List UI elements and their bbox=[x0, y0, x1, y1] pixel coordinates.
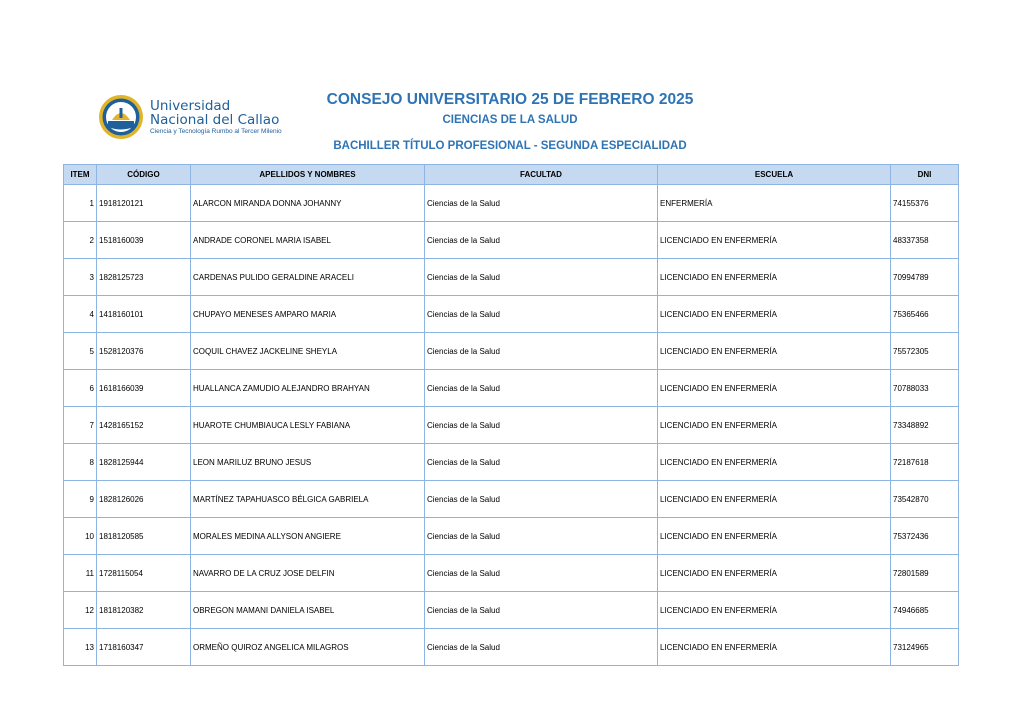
cell-school: LICENCIADO EN ENFERMERÍA bbox=[658, 370, 891, 407]
cell-names: COQUIL CHAVEZ JACKELINE SHEYLA bbox=[191, 333, 425, 370]
cell-code: 1618166039 bbox=[97, 370, 191, 407]
cell-school: LICENCIADO EN ENFERMERÍA bbox=[658, 481, 891, 518]
cell-school: LICENCIADO EN ENFERMERÍA bbox=[658, 296, 891, 333]
table-row bbox=[64, 444, 959, 481]
cell-code: 1918120121 bbox=[97, 185, 191, 222]
cell-names: CHUPAYO MENESES AMPARO MARIA bbox=[191, 296, 425, 333]
cell-school: LICENCIADO EN ENFERMERÍA bbox=[658, 555, 891, 592]
cell-school: LICENCIADO EN ENFERMERÍA bbox=[658, 333, 891, 370]
cell-names: MARTÍNEZ TAPAHUASCO BÉLGICA GABRIELA bbox=[191, 481, 425, 518]
table-row bbox=[64, 481, 959, 518]
cell-item: 9 bbox=[64, 481, 97, 518]
cell-dni: 70994789 bbox=[891, 259, 959, 296]
cell-item: 8 bbox=[64, 444, 97, 481]
cell-names: ORMEÑO QUIROZ ANGELICA MILAGROS bbox=[191, 629, 425, 666]
table-row bbox=[64, 592, 959, 629]
cell-faculty: Ciencias de la Salud bbox=[425, 592, 658, 629]
cell-item: 3 bbox=[64, 259, 97, 296]
cell-names: CARDENAS PULIDO GERALDINE ARACELI bbox=[191, 259, 425, 296]
faculty-subtitle: CIENCIAS DE LA SALUD bbox=[442, 114, 578, 126]
cell-dni: 73542870 bbox=[891, 481, 959, 518]
table-body bbox=[64, 185, 959, 666]
column-header-faculty: FACULTAD bbox=[425, 165, 658, 185]
cell-faculty: Ciencias de la Salud bbox=[425, 518, 658, 555]
cell-code: 1718160347 bbox=[97, 629, 191, 666]
cell-school: LICENCIADO EN ENFERMERÍA bbox=[658, 629, 891, 666]
table-row bbox=[64, 629, 959, 666]
cell-code: 1428165152 bbox=[97, 407, 191, 444]
cell-item: 11 bbox=[64, 555, 97, 592]
cell-code: 1418160101 bbox=[97, 296, 191, 333]
cell-school: LICENCIADO EN ENFERMERÍA bbox=[658, 407, 891, 444]
cell-item: 2 bbox=[64, 222, 97, 259]
degree-subtitle: BACHILLER TÍTULO PROFESIONAL - SEGUNDA ESPECIALIDAD bbox=[333, 140, 687, 152]
cell-code: 1518160039 bbox=[97, 222, 191, 259]
table-row bbox=[64, 555, 959, 592]
column-header-names: APELLIDOS Y NOMBRES bbox=[191, 165, 425, 185]
cell-names: ANDRADE CORONEL MARIA ISABEL bbox=[191, 222, 425, 259]
cell-item: 13 bbox=[64, 629, 97, 666]
table-header bbox=[64, 165, 959, 185]
cell-dni: 73124965 bbox=[891, 629, 959, 666]
column-header-item: ITEM bbox=[64, 165, 97, 185]
cell-code: 1818120382 bbox=[97, 592, 191, 629]
cell-faculty: Ciencias de la Salud bbox=[425, 222, 658, 259]
cell-names: NAVARRO DE LA CRUZ JOSE DELFIN bbox=[191, 555, 425, 592]
cell-names: HUAROTE CHUMBIAUCA LESLY FABIANA bbox=[191, 407, 425, 444]
table-row bbox=[64, 370, 959, 407]
cell-dni: 72801589 bbox=[891, 555, 959, 592]
cell-names: OBREGON MAMANI DANIELA ISABEL bbox=[191, 592, 425, 629]
cell-school: ENFERMERÍA bbox=[658, 185, 891, 222]
cell-faculty: Ciencias de la Salud bbox=[425, 296, 658, 333]
cell-dni: 70788033 bbox=[891, 370, 959, 407]
cell-faculty: Ciencias de la Salud bbox=[425, 370, 658, 407]
graduates-table bbox=[63, 164, 959, 666]
university-slogan: Ciencia y Tecnología Rumbo al Tercer Milenio bbox=[150, 128, 282, 135]
cell-item: 7 bbox=[64, 407, 97, 444]
table-row bbox=[64, 407, 959, 444]
document-title: CONSEJO UNIVERSITARIO 25 DE FEBRERO 2025 bbox=[326, 91, 694, 108]
cell-item: 12 bbox=[64, 592, 97, 629]
cell-dni: 48337358 bbox=[891, 222, 959, 259]
table-row bbox=[64, 296, 959, 333]
cell-code: 1828126026 bbox=[97, 481, 191, 518]
cell-item: 6 bbox=[64, 370, 97, 407]
cell-school: LICENCIADO EN ENFERMERÍA bbox=[658, 259, 891, 296]
cell-dni: 72187618 bbox=[891, 444, 959, 481]
cell-names: MORALES MEDINA ALLYSON ANGIERE bbox=[191, 518, 425, 555]
cell-code: 1818120585 bbox=[97, 518, 191, 555]
cell-code: 1728115054 bbox=[97, 555, 191, 592]
table-row bbox=[64, 222, 959, 259]
column-header-dni: DNI bbox=[891, 165, 959, 185]
cell-faculty: Ciencias de la Salud bbox=[425, 407, 658, 444]
cell-dni: 74946685 bbox=[891, 592, 959, 629]
university-name-line2: Nacional del Callao bbox=[150, 112, 280, 128]
cell-faculty: Ciencias de la Salud bbox=[425, 333, 658, 370]
cell-item: 5 bbox=[64, 333, 97, 370]
cell-faculty: Ciencias de la Salud bbox=[425, 444, 658, 481]
cell-school: LICENCIADO EN ENFERMERÍA bbox=[658, 222, 891, 259]
cell-dni: 73348892 bbox=[891, 407, 959, 444]
cell-dni: 75572305 bbox=[891, 333, 959, 370]
cell-school: LICENCIADO EN ENFERMERÍA bbox=[658, 444, 891, 481]
cell-item: 10 bbox=[64, 518, 97, 555]
cell-faculty: Ciencias de la Salud bbox=[425, 259, 658, 296]
cell-code: 1828125723 bbox=[97, 259, 191, 296]
cell-dni: 75372436 bbox=[891, 518, 959, 555]
column-header-school: ESCUELA bbox=[658, 165, 891, 185]
cell-names: HUALLANCA ZAMUDIO ALEJANDRO BRAHYAN bbox=[191, 370, 425, 407]
cell-code: 1828125944 bbox=[97, 444, 191, 481]
cell-names: ALARCON MIRANDA DONNA JOHANNY bbox=[191, 185, 425, 222]
university-name-line1: Universidad bbox=[150, 98, 231, 114]
cell-code: 1528120376 bbox=[97, 333, 191, 370]
cell-school: LICENCIADO EN ENFERMERÍA bbox=[658, 592, 891, 629]
header-row bbox=[64, 165, 959, 185]
university-logo bbox=[98, 94, 308, 142]
cell-faculty: Ciencias de la Salud bbox=[425, 481, 658, 518]
cell-item: 1 bbox=[64, 185, 97, 222]
cell-school: LICENCIADO EN ENFERMERÍA bbox=[658, 518, 891, 555]
column-header-code: CÓDIGO bbox=[97, 165, 191, 185]
table-row bbox=[64, 333, 959, 370]
cell-item: 4 bbox=[64, 296, 97, 333]
table-row bbox=[64, 518, 959, 555]
university-seal-icon bbox=[98, 94, 144, 140]
cell-dni: 75365466 bbox=[891, 296, 959, 333]
cell-dni: 74155376 bbox=[891, 185, 959, 222]
cell-faculty: Ciencias de la Salud bbox=[425, 185, 658, 222]
cell-names: LEON MARILUZ BRUNO JESUS bbox=[191, 444, 425, 481]
table-row bbox=[64, 185, 959, 222]
cell-faculty: Ciencias de la Salud bbox=[425, 555, 658, 592]
table-row bbox=[64, 259, 959, 296]
cell-faculty: Ciencias de la Salud bbox=[425, 629, 658, 666]
